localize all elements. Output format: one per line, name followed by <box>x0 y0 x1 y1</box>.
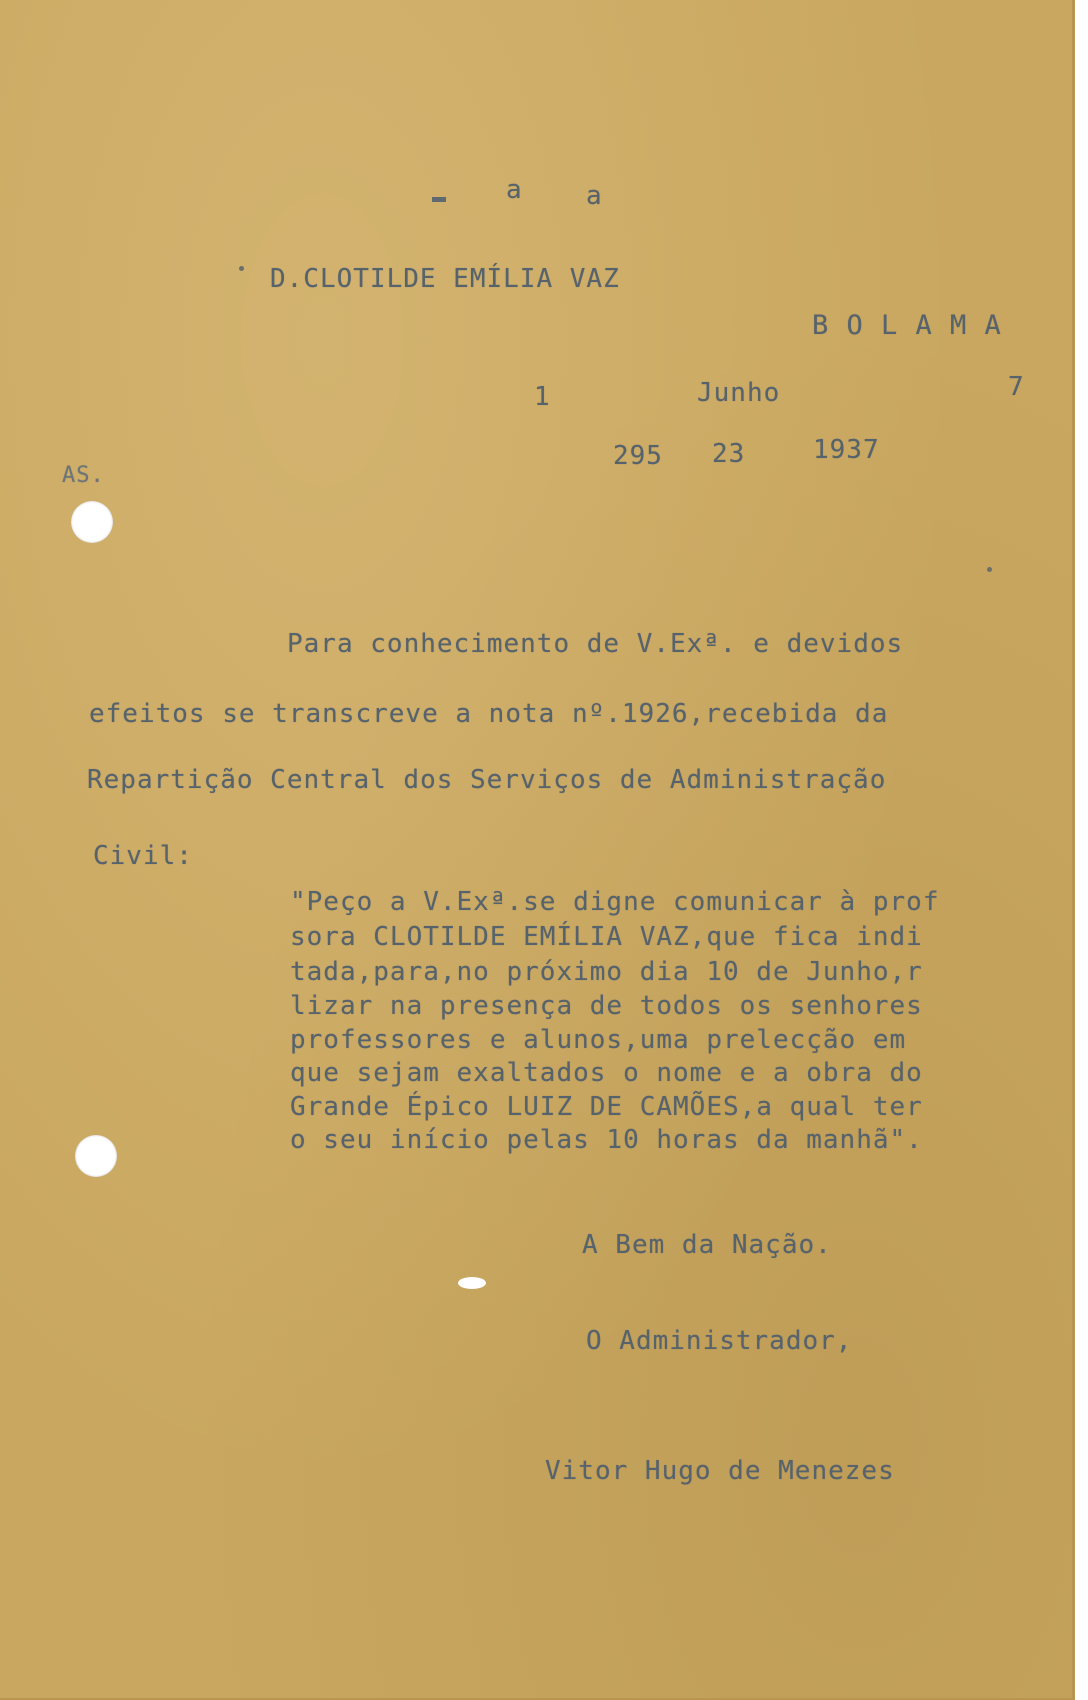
punch-hole-bottom <box>75 1135 117 1177</box>
typist-initials: AS. <box>62 463 105 488</box>
quote-line: o seu início pelas 10 horas da manhã". <box>290 1125 923 1155</box>
quoted-note <box>290 889 1080 1179</box>
closing-title: O Administrador, <box>586 1326 853 1356</box>
reference-year: 1937 <box>813 435 880 465</box>
date-day: 1 <box>534 382 551 412</box>
quote-line: sora CLOTILDE EMÍLIA VAZ,que fica indi <box>290 922 923 952</box>
paper-tear-mark <box>458 1277 486 1289</box>
body-line-1: Para conhecimento de V.Exª. e devidos <box>287 629 904 659</box>
signature-name: Vitor Hugo de Menezes <box>545 1456 895 1486</box>
date-month: Junho <box>697 378 781 408</box>
quote-line: "Peço a V.Exª.se digne comunicar à prof <box>290 889 940 917</box>
reference-number: 295 <box>613 441 663 471</box>
quote-line: tada,para,no próximo dia 10 de Junho,r <box>290 957 923 987</box>
paper-speck <box>987 567 992 572</box>
punch-hole-top <box>71 501 113 543</box>
recipient-name: D.CLOTILDE EMÍLIA VAZ <box>270 264 620 294</box>
reference-number-2: 23 <box>712 439 746 469</box>
quote-line: que sejam exaltados o nome e a obra do <box>290 1058 923 1088</box>
header-dash <box>432 197 446 202</box>
quote-line: professores e alunos,uma prelecção em <box>290 1025 907 1055</box>
closing-salutation: A Bem da Nação. <box>582 1230 832 1260</box>
body-line-3: Repartição Central dos Serviços de Administração <box>87 765 887 795</box>
header-mark-1: a <box>506 175 523 205</box>
paper-speck <box>239 266 244 271</box>
header-mark-2: a <box>586 181 603 211</box>
quote-line: lizar na presença de todos os senhores <box>290 991 923 1021</box>
quote-line: Grande Épico LUIZ DE CAMÕES,a qual ter <box>290 1092 923 1122</box>
body-line-2: efeitos se transcreve a nota nº.1926,recebida da <box>89 699 889 729</box>
date-number: 7 <box>1008 372 1025 402</box>
body-line-4: Civil: <box>93 841 193 871</box>
location: B O L A M A <box>812 310 1002 341</box>
